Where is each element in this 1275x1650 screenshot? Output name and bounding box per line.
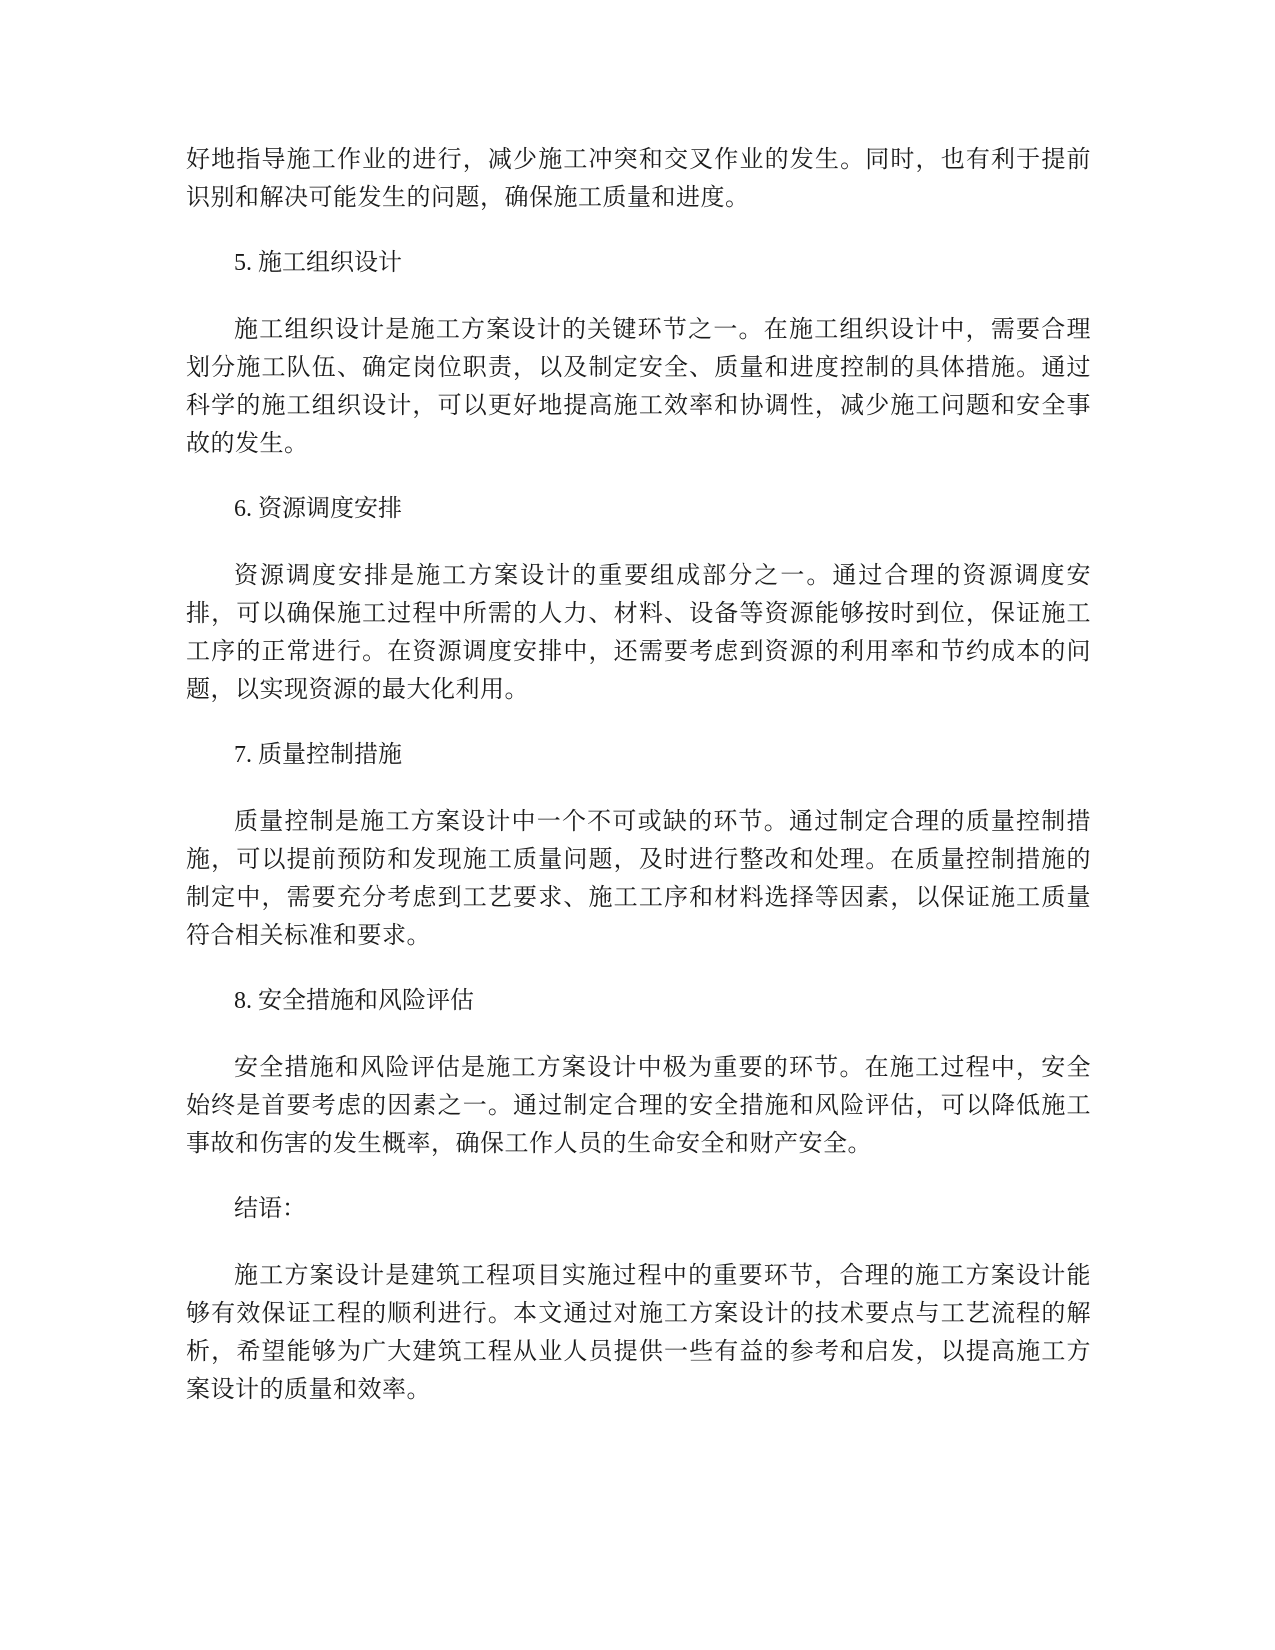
conclusion-heading: 结语： xyxy=(234,1196,306,1222)
paragraph-resource-scheduling: 资源调度安排是施工方案设计的重要组成部分之一。通过合理的资源调度安排，可以确保施工过程中所需的人力、材料、设备等资源能够按时到位，保证施工工序的正常进行。在资源调度安排中，还需要考虑到资源的利用率和节约成本的问题，以实现资源的最大化利用。 xyxy=(186,561,1091,703)
document-body xyxy=(186,140,1091,1436)
paragraph-continued: 好地指导施工作业的进行，减少施工冲突和交叉作业的发生。同时，也有利于提前识别和解决可能发生的问题，确保施工质量和进度。 xyxy=(186,145,1091,211)
paragraph-conclusion: 施工方案设计是建筑工程项目实施过程中的重要环节，合理的施工方案设计能够有效保证工程的顺利进行。本文通过对施工方案设计的技术要点与工艺流程的解析，希望能够为广大建筑工程从业人员提供一些有益的参考和启发，以提高施工方案设计的质量和效率。 xyxy=(186,1261,1091,1403)
section-heading-5: 5. 施工组织设计 xyxy=(234,250,402,276)
paragraph-quality-control: 质量控制是施工方案设计中一个不可或缺的环节。通过制定合理的质量控制措施，可以提前预防和发现施工质量问题，及时进行整改和处理。在质量控制措施的制定中，需要充分考虑到工艺要求、施工工序和材料选择等因素，以保证施工质量符合相关标准和要求。 xyxy=(186,807,1091,949)
section-heading-7: 7. 质量控制措施 xyxy=(234,742,402,768)
paragraph-construction-organization: 施工组织设计是施工方案设计的关键环节之一。在施工组织设计中，需要合理划分施工队伍、确定岗位职责，以及制定安全、质量和进度控制的具体措施。通过科学的施工组织设计，可以更好地提高施工效率和协调性，减少施工问题和安全事故的发生。 xyxy=(186,315,1091,457)
section-heading-6: 6. 资源调度安排 xyxy=(234,496,402,522)
section-heading-8: 8. 安全措施和风险评估 xyxy=(234,988,474,1014)
paragraph-safety-risk: 安全措施和风险评估是施工方案设计中极为重要的环节。在施工过程中，安全始终是首要考虑的因素之一。通过制定合理的安全措施和风险评估，可以降低施工事故和伤害的发生概率，确保工作人员的生命安全和财产安全。 xyxy=(186,1053,1091,1157)
